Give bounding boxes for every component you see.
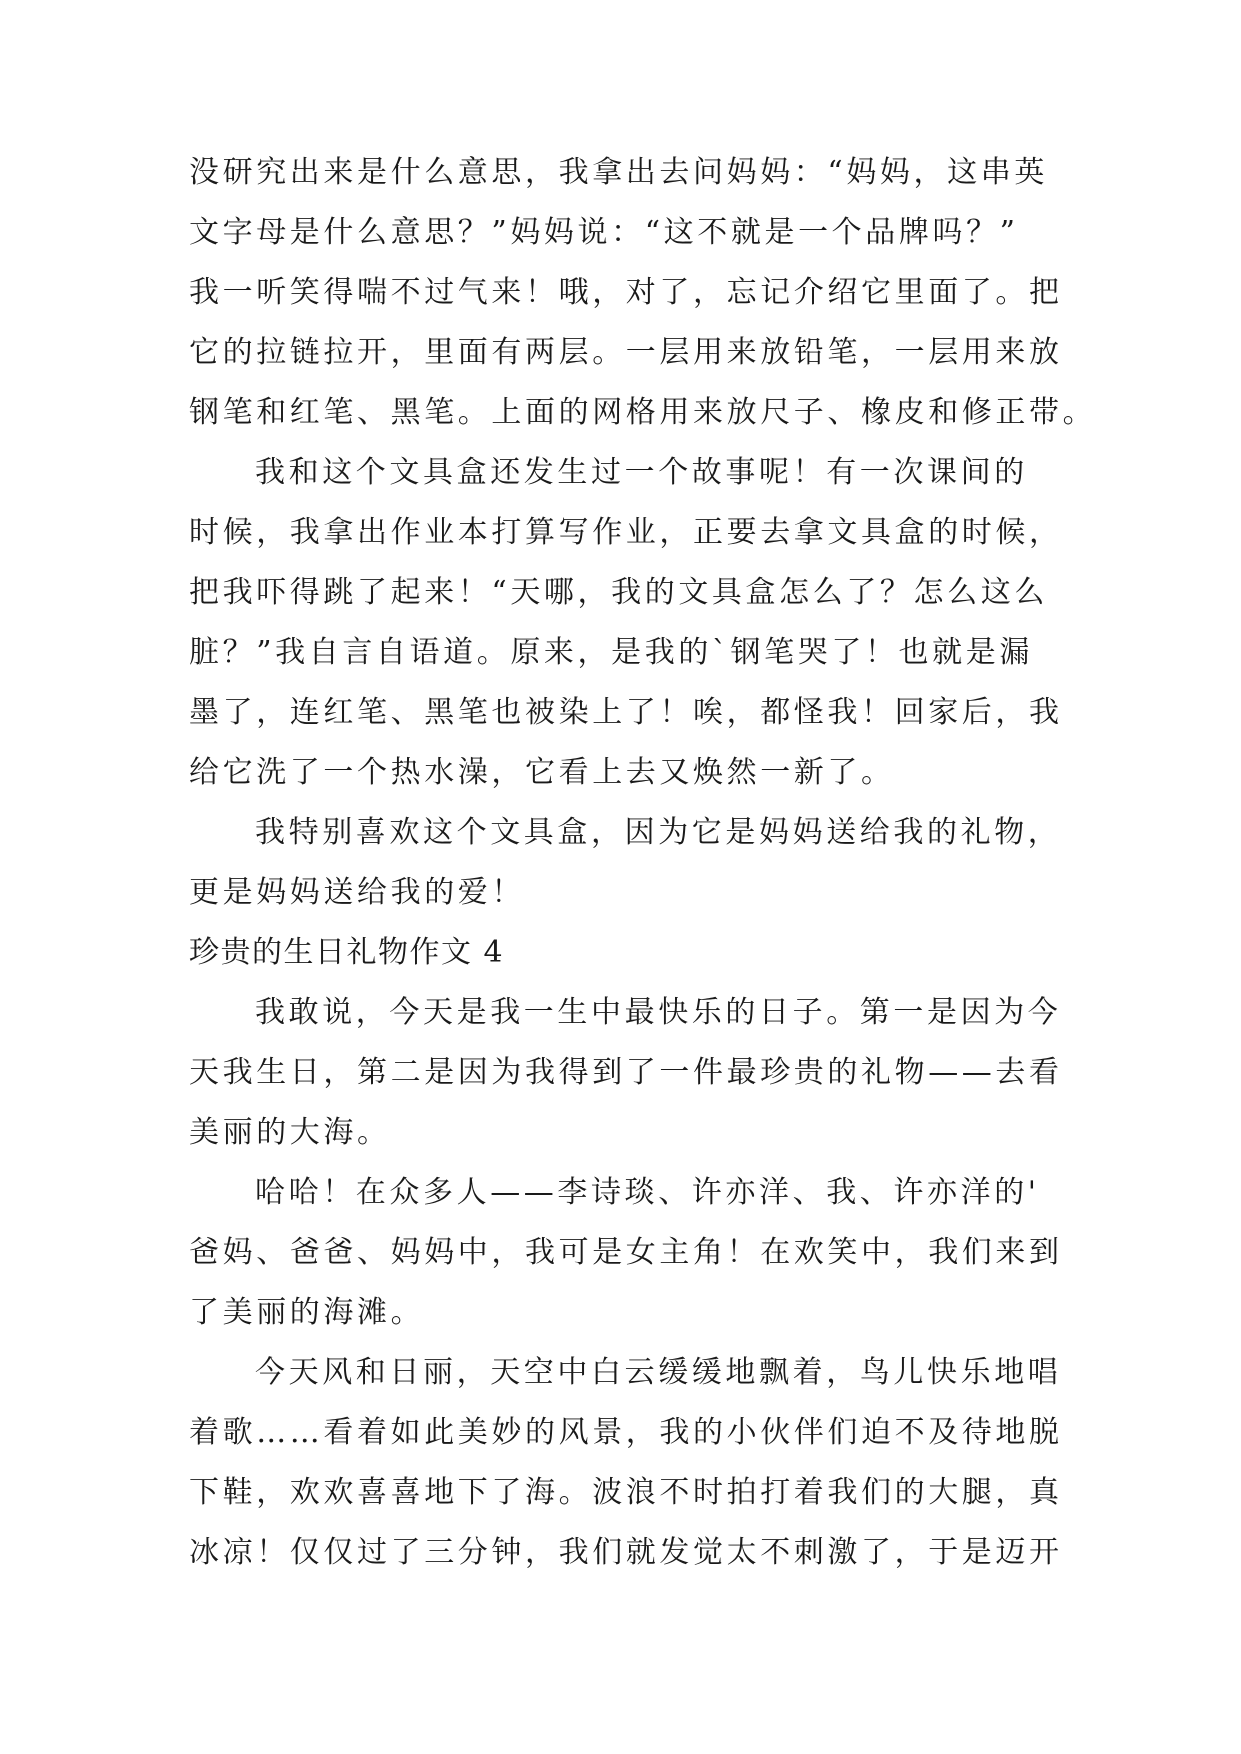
- text-line: 美丽的大海。: [189, 1115, 391, 1150]
- text-line: 了美丽的海滩。: [189, 1295, 425, 1330]
- text-line: 爸妈、爸爸、妈妈中，我可是女主角！在欢笑中，我们来到: [189, 1235, 1063, 1270]
- document-body: [189, 143, 1097, 1583]
- text-line: 时候，我拿出作业本打算写作业，正要去拿文具盒的时候，: [189, 515, 1063, 550]
- text-line: 没研究出来是什么意思，我拿出去问妈妈：“妈妈，这串英: [189, 155, 1048, 190]
- text-line: 冰凉！仅仅过了三分钟，我们就发觉太不刺激了，于是迈开: [189, 1535, 1063, 1570]
- text-line: 今天风和日丽，天空中白云缓缓地飘着，鸟儿快乐地唱: [255, 1355, 1062, 1390]
- text-line: 下鞋，欢欢喜喜地下了海。波浪不时拍打着我们的大腿，真: [189, 1475, 1063, 1510]
- text-line: 它的拉链拉开，里面有两层。一层用来放铅笔，一层用来放: [189, 335, 1063, 370]
- text-line: 哈哈！在众多人——李诗琰、许亦洋、我、许亦洋的': [255, 1175, 1040, 1210]
- text-line: 给它洗了一个热水澡，它看上去又焕然一新了。: [189, 755, 895, 790]
- text-line: 脏？”我自言自语道。原来，是我的`钢笔哭了！也就是漏: [189, 635, 1033, 670]
- text-line: 钢笔和红笔、黑笔。上面的网格用来放尺子、橡皮和修正带。: [189, 395, 1097, 430]
- text-line: 着歌……看着如此美妙的风景，我的小伙伴们迫不及待地脱: [189, 1415, 1063, 1450]
- section-heading: 珍贵的生日礼物作文 4: [189, 935, 505, 970]
- text-line: 我一听笑得喘不过气来！哦，对了，忘记介绍它里面了。把: [189, 275, 1063, 310]
- text-line: 文字母是什么意思？”妈妈说：“这不就是一个品牌吗？”: [189, 215, 1019, 250]
- text-line: 更是妈妈送给我的爱！: [189, 875, 525, 910]
- text-line: 墨了，连红笔、黑笔也被染上了！唉，都怪我！回家后，我: [189, 695, 1063, 730]
- text-line: 我和这个文具盒还发生过一个故事呢！有一次课间的: [255, 455, 1028, 490]
- text-line: 我特别喜欢这个文具盒，因为它是妈妈送给我的礼物，: [255, 815, 1062, 850]
- text-line: 天我生日，第二是因为我得到了一件最珍贵的礼物——去看: [189, 1055, 1063, 1090]
- text-line: 把我吓得跳了起来！“天哪，我的文具盒怎么了？怎么这么: [189, 575, 1048, 610]
- text-line: 我敢说，今天是我一生中最快乐的日子。第一是因为今: [255, 995, 1062, 1030]
